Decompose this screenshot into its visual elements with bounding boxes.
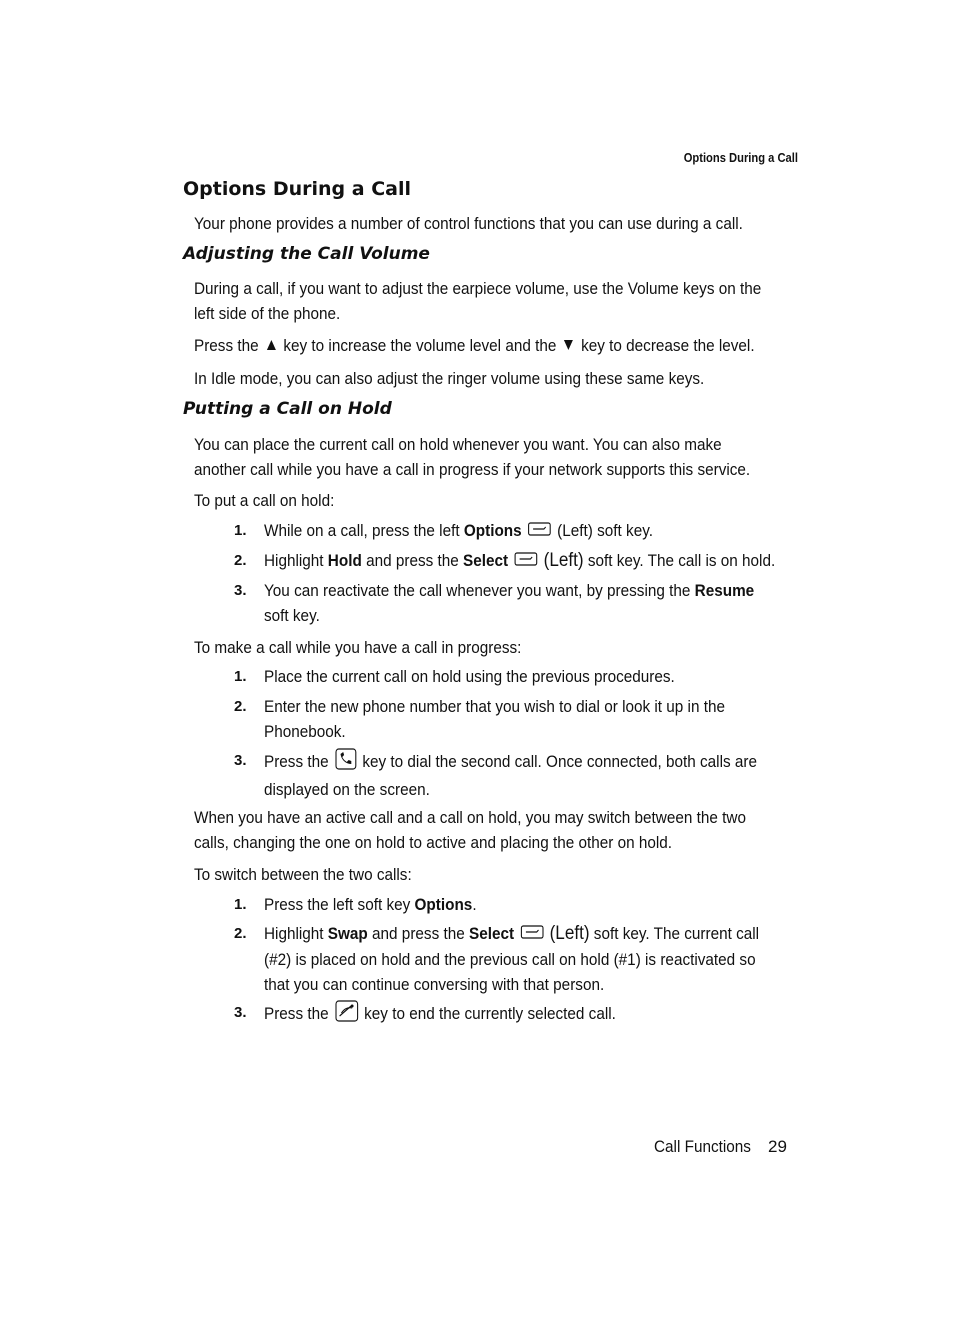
- step-text-end: key to end the currently selected call.: [364, 1003, 616, 1023]
- section-heading-hold: Putting a Call on Hold: [183, 399, 392, 419]
- put-on-hold-text: To put a call on hold:: [194, 491, 335, 510]
- step-number: 3.: [234, 582, 247, 599]
- step-text-end: soft key.: [264, 606, 320, 625]
- volume-p2-a: Press the: [194, 336, 259, 355]
- step-text-end: soft key. The call is on hold.: [587, 551, 776, 570]
- select-label: Select: [463, 551, 509, 570]
- volume-p1-line1: During a call, if you want to adjust the earpiece volume, use the Volume keys on the: [194, 279, 762, 298]
- step-text: Place the current call on hold using the previous procedures.: [264, 667, 675, 686]
- resume-label: Resume: [694, 581, 755, 600]
- volume-p3: In Idle mode, you can also adjust the ringer volume using these same keys.: [194, 369, 705, 388]
- switch-line2: calls, changing the one on hold to active and placing the other on hold.: [194, 833, 673, 852]
- put-on-hold-intro: [194, 488, 814, 513]
- hold-paragraph-1: [194, 432, 814, 482]
- left-label: (Left): [543, 550, 584, 571]
- intro-text: Your phone provides a number of control functions that you can use during a call.: [194, 214, 743, 233]
- list-item: [234, 518, 824, 543]
- step-number: 3.: [234, 1004, 247, 1021]
- list-item: [234, 748, 824, 798]
- hold-p1-line2: another call while you have a call in progress if your network supports this service.: [194, 460, 751, 479]
- step-text: While on a call, press the left: [264, 521, 460, 540]
- step-text: Press the: [264, 751, 329, 771]
- step-number: 2.: [234, 925, 247, 942]
- step-number: 2.: [234, 698, 247, 715]
- step-text: Press the: [264, 1003, 329, 1023]
- step-text: (#2) is placed on hold and the previous call on hold (#1) is reactivated so: [264, 950, 756, 970]
- list-item: [234, 892, 824, 917]
- swap-label: Swap: [327, 924, 368, 943]
- footer-section-text: Call Functions: [654, 1137, 751, 1156]
- volume-p2-c: key to decrease the level.: [581, 336, 755, 355]
- left-label: (Left): [549, 923, 590, 944]
- step-number: 1.: [234, 522, 247, 539]
- volume-p2-b: key to increase the volume level and the: [283, 336, 557, 355]
- left-soft-key-icon: [528, 519, 551, 544]
- volume-p1-line2: left side of the phone.: [194, 304, 341, 323]
- switch-intro-text: To switch between the two calls:: [194, 865, 412, 884]
- step-number: 1.: [234, 896, 247, 913]
- running-head: Options During a Call: [683, 150, 798, 165]
- switch-line1: When you have an active call and a call on hold, you may switch between the two: [194, 808, 746, 827]
- step-text-end: that you can continue conversing with that person.: [264, 975, 605, 995]
- step-number: 2.: [234, 552, 247, 569]
- list-item: [234, 548, 824, 573]
- step-text: Enter the new phone number that you wish to dial or look it up in the: [264, 697, 725, 716]
- step-number: 1.: [234, 668, 247, 685]
- page-title: Options During a Call: [183, 178, 411, 200]
- intro-paragraph: [194, 211, 814, 236]
- hold-steps-list: [234, 518, 824, 628]
- end-key-icon: [335, 1000, 358, 1029]
- step-text: Press the left soft key: [264, 895, 411, 914]
- step-text: Highlight: [264, 551, 324, 570]
- step-text: You can reactivate the call whenever you want, by pressing the: [264, 581, 691, 600]
- hold-p1-line1: You can place the current call on hold whenever you want. You can also make: [194, 435, 722, 454]
- list-item: [234, 921, 824, 996]
- left-soft-key-icon: [520, 922, 543, 947]
- second-call-steps-list: [234, 664, 824, 799]
- list-item: [234, 694, 824, 744]
- up-arrow-icon: [265, 334, 278, 359]
- footer-section-label: [654, 1137, 762, 1157]
- step-text: soft key. The current call: [593, 924, 760, 943]
- volume-paragraph-3: [194, 366, 814, 391]
- list-item: [234, 1000, 824, 1025]
- step-text: key to dial the second call. Once connected, both calls are: [362, 751, 757, 771]
- make-call-text: To make a call while you have a call in progress:: [194, 638, 522, 657]
- step-text-end: displayed on the screen.: [264, 780, 430, 799]
- step-number: 3.: [234, 752, 247, 769]
- switch-paragraph: [194, 805, 814, 855]
- step-text-end: Phonebook.: [264, 722, 346, 741]
- list-item: [234, 578, 824, 628]
- step-text: and press the: [366, 551, 459, 570]
- select-label: Select: [469, 924, 515, 943]
- make-call-intro: [194, 635, 814, 660]
- list-item: [234, 664, 824, 689]
- switch-steps-list: [234, 892, 824, 1027]
- step-text: Highlight: [264, 924, 324, 943]
- page-number: 29: [768, 1137, 787, 1156]
- step-text: and press the: [372, 924, 465, 943]
- section-heading-volume: Adjusting the Call Volume: [183, 244, 430, 264]
- send-key-icon: [335, 748, 357, 777]
- options-label: Options: [463, 521, 522, 540]
- step-text-end: (Left) soft key.: [557, 521, 653, 540]
- left-soft-key-icon: [514, 549, 537, 574]
- step-text-end: .: [472, 895, 477, 914]
- volume-paragraph-2: [194, 333, 814, 359]
- options-label: Options: [414, 895, 473, 914]
- switch-intro: [194, 862, 814, 887]
- hold-label: Hold: [327, 551, 362, 570]
- volume-paragraph-1: [194, 276, 814, 326]
- down-arrow-icon: [562, 334, 575, 359]
